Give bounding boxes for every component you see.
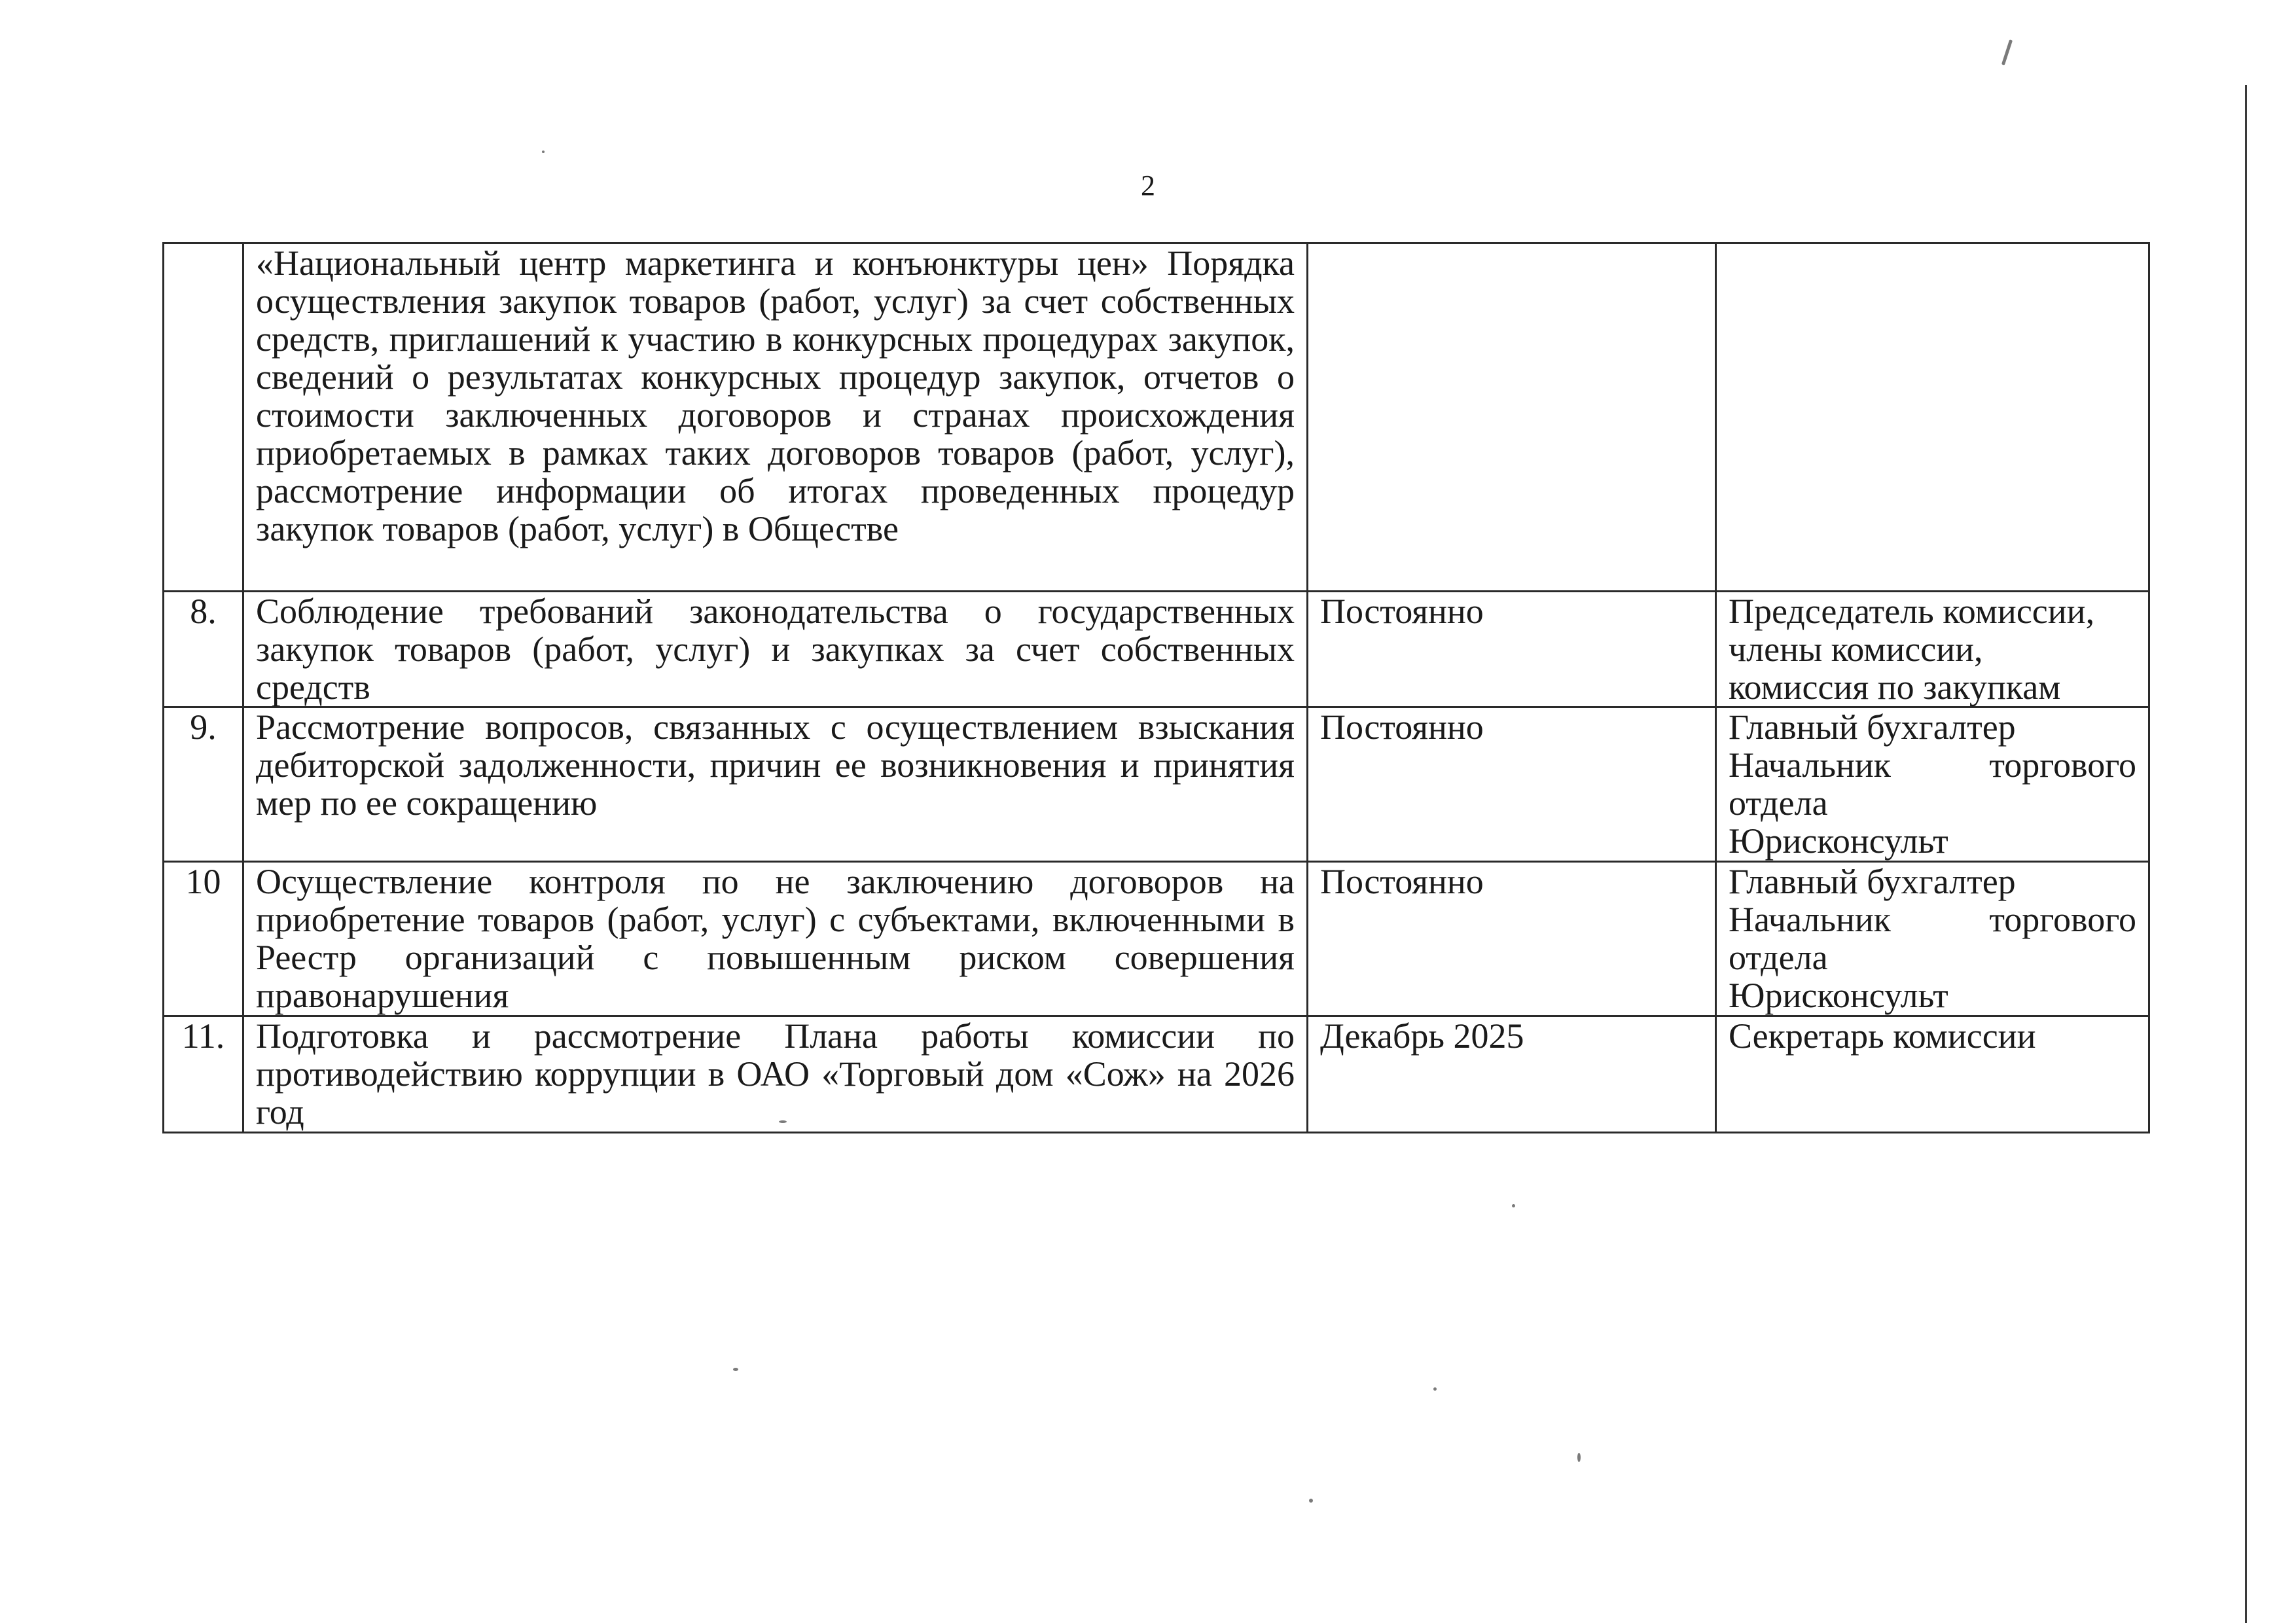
row-responsible (1716, 1016, 2149, 1133)
scan-speck (1512, 1204, 1515, 1207)
responsible-line: Юрисконсульт (1729, 976, 1948, 1015)
responsible-line: комиссия по закупкам (1729, 668, 2061, 707)
row-responsible (1716, 707, 2149, 862)
responsible-line: Начальник торгового (1729, 745, 2136, 785)
responsible-line: Главный бухгалтер (1729, 862, 2016, 901)
scan-speck (2001, 39, 2013, 65)
responsible-line: члены комиссии, (1729, 630, 1983, 669)
table-row (164, 707, 2149, 862)
row-responsible (1716, 862, 2149, 1016)
plan-table (162, 242, 2150, 1133)
row-description: Осуществление контроля по не заключению договоров на приобретение товаров (работ, услуг) с субъектами, включенными в Реестр организаций с повышенным риском совершения правонарушения (243, 862, 1308, 1016)
row-term: Постоянно (1308, 707, 1716, 862)
row-responsible (1716, 243, 2149, 592)
row-number (164, 243, 243, 592)
row-description: Подготовка и рассмотрение Плана работы комиссии по противодействию коррупции в ОАО «Торговый дом «Сож» на 2026 год (243, 1016, 1308, 1133)
row-description: Рассмотрение вопросов, связанных с осуществлением взыскания дебиторской задолженности, причин ее возникновения и принятия мер по ее сокращению (243, 707, 1308, 862)
scan-speck (1577, 1453, 1581, 1462)
row-number: 9. (164, 707, 243, 862)
row-number: 10 (164, 862, 243, 1016)
row-term: Постоянно (1308, 592, 1716, 707)
page-number: 2 (1141, 169, 1155, 202)
responsible-line: отдела (1729, 783, 1828, 823)
scan-speck (779, 1120, 787, 1123)
table-row (164, 862, 2149, 1016)
responsible-line: Секретарь комиссии (1729, 1016, 2036, 1056)
table-row (164, 592, 2149, 707)
scan-margin-line (2245, 85, 2247, 1623)
responsible-line: Юрисконсульт (1729, 821, 1948, 861)
table-row (164, 243, 2149, 592)
scan-speck (1309, 1499, 1313, 1503)
scan-speck (1433, 1387, 1437, 1391)
scan-speck (733, 1368, 738, 1371)
responsible-line: Председатель комиссии, (1729, 592, 2095, 631)
row-responsible (1716, 592, 2149, 707)
row-term: Декабрь 2025 (1308, 1016, 1716, 1133)
row-description: Соблюдение требований законодательства о государственных закупок товаров (работ, услуг) и закупках за счет собственных средств (243, 592, 1308, 707)
row-term: Постоянно (1308, 862, 1716, 1016)
row-description: «Национальный центр маркетинга и конъюнктуры цен» Порядка осуществления закупок товаров (работ, услуг) за счет собственных средств, приглашений к участию в конкурсных процедурах закупок, сведений о результатах конкурсных процедур закупок, отчетов о стоимости заключенных договоров и странах происхождения приобретаемых в рамках таких договоров товаров (работ, услуг), рассмотрение информации об итогах проведенных процедур закупок товаров (работ, услуг) в Обществе (243, 243, 1308, 592)
responsible-line: Главный бухгалтер (1729, 707, 2016, 747)
responsible-line: Начальник торгового (1729, 900, 2136, 939)
row-number: 11. (164, 1016, 243, 1133)
row-term (1308, 243, 1716, 592)
table-row (164, 1016, 2149, 1133)
scan-speck (542, 151, 545, 153)
responsible-line: отдела (1729, 938, 1828, 977)
row-number: 8. (164, 592, 243, 707)
